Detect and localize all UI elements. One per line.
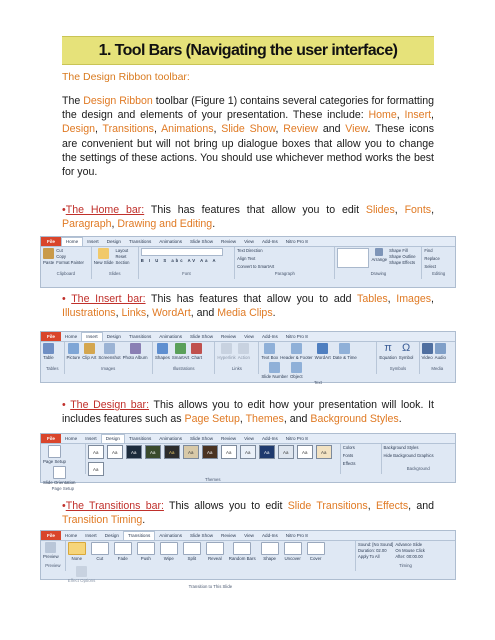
transition-cut[interactable]: Cut (91, 542, 109, 561)
term-view: View (345, 123, 368, 136)
select-button[interactable]: Select (424, 264, 437, 269)
audio-button[interactable]: Audio (435, 343, 446, 360)
theme-thumbnail[interactable]: Aa (183, 445, 199, 459)
symbol-button[interactable]: Ω Symbol (398, 342, 414, 360)
tab-design[interactable]: Design (104, 533, 119, 538)
arrange-button[interactable]: Arrange (371, 248, 387, 262)
tab-file[interactable]: File (41, 434, 61, 443)
background-group (382, 444, 455, 474)
drawing-group (335, 247, 422, 279)
home-ribbon-screenshot (40, 236, 456, 288)
tab-animations[interactable]: Animations (159, 239, 183, 244)
preview-group (41, 541, 66, 571)
ribbon-tabs (41, 332, 455, 342)
title-banner (62, 36, 434, 65)
theme-thumbnail[interactable]: Aa (145, 445, 161, 459)
effects-button[interactable]: Effects (342, 461, 356, 466)
feature: Paragraph (62, 218, 112, 231)
text-box-icon (264, 343, 275, 354)
effect-options-button[interactable]: Effect Options (68, 566, 96, 583)
feature: Themes (245, 413, 284, 426)
copy-button[interactable]: Copy (56, 254, 67, 259)
feature: Slides (365, 204, 395, 216)
action-icon (238, 343, 249, 354)
replace-button[interactable]: Replace (424, 256, 440, 261)
tab-addins[interactable]: Add-Ins (261, 239, 278, 244)
tab-slideshow[interactable]: Slide Show (190, 436, 214, 441)
feature: Fonts (404, 204, 432, 216)
page-setup-icon (48, 445, 61, 458)
slide-number-button[interactable]: Slide Number (261, 362, 288, 379)
group-label: Font (182, 271, 191, 276)
theme-thumbnail[interactable]: Aa (88, 445, 104, 459)
font-format-buttons[interactable]: B I U S abc AV Aa A (140, 258, 218, 263)
object-button[interactable]: Object (290, 362, 303, 379)
feature: Media Clips (217, 307, 273, 320)
group-label: Slides (108, 271, 121, 276)
orientation-icon (53, 466, 66, 479)
theme-options (341, 444, 382, 474)
screenshot-button[interactable]: Screenshot (98, 343, 120, 360)
tab-insert[interactable]: Insert (81, 332, 103, 341)
omega-icon: Ω (401, 342, 411, 354)
shapes-button[interactable]: Shapes (155, 343, 170, 360)
header-footer-icon (291, 343, 302, 354)
group-label: Background (406, 466, 430, 471)
illustrations-group (153, 342, 215, 374)
group-label: Text (313, 380, 322, 385)
feature: Background Styles (310, 413, 399, 426)
transition-uncover[interactable]: Uncover (284, 542, 302, 561)
transition-random-bars[interactable]: Random Bars (229, 542, 256, 561)
feature: Images (396, 293, 432, 305)
feature: Slide Transitions (287, 500, 368, 512)
theme-thumbnail[interactable]: Aa (297, 445, 313, 459)
group-label: Page Setup (51, 486, 75, 491)
effect-options-icon (76, 566, 87, 577)
insert-ribbon-screenshot (40, 331, 456, 383)
shape-effects-button[interactable]: Shape Effects (389, 260, 416, 265)
tab-review[interactable]: Review (221, 436, 237, 441)
slide-orientation-button[interactable]: Slide Orientation (43, 466, 75, 485)
theme-thumbnail[interactable]: Aa (107, 445, 123, 459)
calendar-icon (339, 343, 350, 354)
chart-icon (191, 343, 202, 354)
intro-text: The (62, 95, 84, 107)
slide-number-icon (269, 362, 280, 373)
clip-art-button[interactable]: Clip Art (82, 343, 96, 360)
speaker-icon (435, 343, 446, 354)
tab-design[interactable]: Design (106, 334, 121, 339)
tab-view[interactable]: View (244, 436, 254, 441)
cut-transition-icon (91, 542, 109, 555)
tab-design[interactable]: Design (106, 239, 121, 244)
slides-group (92, 247, 139, 279)
photo-album-icon (130, 343, 141, 354)
timing-group (356, 541, 455, 571)
group-label: Illustrations (172, 366, 195, 371)
video-button[interactable]: Video (422, 343, 433, 360)
hyperlink-button[interactable]: Hyperlink (217, 343, 235, 360)
transition-cover[interactable]: Cover (307, 542, 325, 561)
links-group (215, 342, 259, 374)
intro-paragraph: The Design Ribbon toolbar (Figure 1) contains several categories for formatting the design and elements of your presentation. These include: Home, Insert, Design, Transitions, Animations, Slide Show, Review and View. These icons are convenient but will not bring up dialogue boxes that allow you to change the settings of these actions. You should use whichever method works the best for you. (62, 95, 434, 179)
date-time-button[interactable]: Date & Time (333, 343, 357, 360)
format-painter-button[interactable]: Format Painter (56, 260, 84, 265)
cover-transition-icon (307, 542, 325, 555)
tab-view[interactable]: View (244, 239, 254, 244)
push-transition-icon (137, 542, 155, 555)
smartart-button[interactable]: Convert to SmartArt (237, 264, 275, 269)
wordart-button[interactable]: WordArt (315, 343, 331, 360)
text-direction-button[interactable]: Text Direction (237, 248, 263, 253)
bullet: • (62, 399, 66, 411)
shapes-icon (157, 343, 168, 354)
tab-slideshow[interactable]: Slide Show (190, 533, 214, 538)
after-timer-field[interactable]: After: 00:00.00 (395, 554, 423, 559)
transition-fade[interactable]: Fade (114, 542, 132, 561)
theme-thumbnail[interactable]: Aa (240, 445, 256, 459)
section-button[interactable]: Section (115, 260, 130, 265)
transition-gallery-group (66, 541, 356, 589)
page-setup-group (41, 444, 86, 491)
page-title: 1. Tool Bars (Navigating the user interface) (98, 41, 398, 59)
design-ribbon-screenshot (40, 433, 456, 491)
hyperlink-icon (221, 343, 232, 354)
picture-button[interactable]: Picture (67, 343, 81, 360)
design-section: • The Design bar: This allows you to edit how your presentation will look. It includes features such as Page Setup, Themes, and Background Styles. (62, 399, 434, 426)
tab-view[interactable]: View (244, 533, 254, 538)
intro-text: toolbar (Figure 1) contains several categories for formatting the design and elements of your presentation. These include: (62, 95, 434, 122)
advance-slide-label: Advance Slide (395, 542, 423, 547)
random-bars-transition-icon (233, 542, 251, 555)
apply-to-all-button[interactable]: Apply To All (357, 554, 380, 559)
sound-dropdown[interactable]: Sound: [No Sound] (357, 542, 394, 547)
insert-bar-link[interactable]: The Insert bar: (71, 293, 146, 305)
tab-home[interactable]: Home (61, 237, 83, 246)
transition-wipe[interactable]: Wipe (160, 542, 178, 561)
group-label: Paragraph (274, 271, 295, 276)
tab-slideshow[interactable]: Slide Show (190, 334, 214, 339)
paste-icon (43, 248, 54, 259)
group-label: Editing (432, 271, 446, 276)
chart-button[interactable]: Chart (191, 343, 202, 360)
tab-addins[interactable]: Add-Ins (261, 436, 278, 441)
arrange-icon (375, 248, 383, 256)
split-transition-icon (183, 542, 201, 555)
media-group (420, 342, 456, 374)
paragraph-group (235, 247, 335, 279)
transitions-section: •The Transitions bar: This allows you to edit Slide Transitions, Effects, and Transition Timing. (62, 500, 435, 527)
term-transitions: Transitions (102, 123, 154, 136)
tab-file[interactable]: File (41, 531, 61, 540)
term-home: Home (368, 109, 397, 122)
theme-thumbnail[interactable]: Aa (202, 445, 218, 459)
table-icon (43, 343, 54, 354)
tab-file[interactable]: File (41, 332, 61, 341)
bullet: • (62, 500, 66, 512)
transitions-ribbon-screenshot (40, 530, 456, 589)
new-slide-button[interactable]: New Slide (94, 248, 114, 265)
tab-home[interactable]: Home (64, 334, 78, 339)
tab-transitions[interactable]: Transitions (123, 531, 155, 540)
feature: Page Setup (184, 413, 240, 426)
feature: Tables (357, 293, 388, 305)
feature: Drawing and Editing (117, 218, 213, 231)
section-text: This allows you to edit how your presentation will look. It includes features such as (62, 399, 434, 426)
insert-section: • The Insert bar: This has features that allow you to add Tables, Images, Illustrations, Links, WordArt, and Media Clips. (62, 293, 434, 320)
header-footer-button[interactable]: Header & Footer (280, 343, 312, 360)
clip-art-icon (84, 343, 95, 354)
theme-thumbnail[interactable]: Aa (88, 462, 104, 476)
on-mouse-click-checkbox[interactable]: On Mouse Click (395, 548, 425, 553)
feature: Illustrations (62, 307, 116, 320)
wordart-icon (317, 343, 328, 354)
tab-transitions[interactable]: Transitions (129, 436, 152, 441)
tab-insert[interactable]: Insert (87, 239, 99, 244)
tab-home[interactable]: Home (64, 436, 78, 441)
term-animations: Animations (161, 123, 214, 136)
theme-thumbnail[interactable]: Aa (221, 445, 237, 459)
fade-transition-icon (114, 542, 132, 555)
font-group (139, 247, 235, 279)
action-button[interactable]: Action (238, 343, 250, 360)
tab-nitro[interactable]: Nitro Pro 8 (285, 334, 308, 339)
term-design-ribbon: Design Ribbon (83, 95, 153, 107)
intro-text: . These icons are convenient but will not bring up dialogue boxes that allow you to change the settings of these actions. You should use whichever method works the best for you. (62, 123, 434, 179)
duration-field[interactable]: Duration: 02.00 (357, 548, 387, 553)
background-styles-button[interactable]: Background Styles (383, 445, 419, 450)
feature: Effects (375, 500, 409, 512)
home-section: •The Home bar: This has features that allow you to edit Slides, Fonts, Paragraph, Drawing and Editing. (62, 204, 435, 231)
tab-slideshow[interactable]: Slide Show (190, 239, 214, 244)
symbols-group (377, 342, 419, 374)
term-insert: Insert (404, 109, 432, 122)
paste-button[interactable]: Paste (43, 248, 54, 265)
transition-shape[interactable]: Shape (261, 542, 279, 561)
hide-background-checkbox[interactable]: Hide Background Graphics (383, 453, 434, 458)
design-bar-link[interactable]: The Design bar: (70, 399, 150, 411)
transition-none[interactable]: None (68, 542, 86, 561)
feature: Transition Timing (62, 514, 143, 527)
tab-review[interactable]: Review (221, 239, 237, 244)
section-text: This has features that allow you to edit (144, 204, 366, 216)
tab-addins[interactable]: Add-Ins (261, 533, 278, 538)
transition-split[interactable]: Split (183, 542, 201, 561)
group-label: Media (431, 366, 444, 371)
smartart-icon (175, 343, 186, 354)
new-slide-icon (98, 248, 109, 259)
tables-group (41, 342, 65, 374)
tab-home[interactable]: Home (64, 533, 78, 538)
group-label: Tables (46, 366, 59, 371)
pi-icon: π (384, 342, 392, 354)
transitions-bar-link[interactable]: The Transitions bar: (65, 500, 164, 512)
tab-review[interactable]: Review (221, 334, 237, 339)
tab-nitro[interactable]: Nitro Pro 8 (285, 436, 308, 441)
reveal-transition-icon (206, 542, 224, 555)
shape-outline-button[interactable]: Shape Outline (389, 254, 416, 259)
tab-transitions[interactable]: Transitions (129, 239, 152, 244)
picture-icon (68, 343, 79, 354)
find-button[interactable]: Find (424, 248, 433, 253)
tab-nitro[interactable]: Nitro Pro 8 (285, 239, 308, 244)
tab-addins[interactable]: Add-Ins (261, 334, 278, 339)
transition-push[interactable]: Push (137, 542, 155, 561)
reset-button[interactable]: Reset (115, 254, 127, 259)
wipe-transition-icon (160, 542, 178, 555)
shape-transition-icon (261, 542, 279, 555)
bullet: • (62, 204, 66, 216)
ribbon-tabs (41, 434, 455, 444)
tab-transitions[interactable]: Transitions (129, 334, 152, 339)
fonts-button[interactable]: Fonts (342, 453, 354, 458)
theme-thumbnail[interactable]: Aa (316, 445, 332, 459)
theme-thumbnail[interactable]: Aa (126, 445, 142, 459)
group-label: Symbols (389, 366, 407, 371)
colors-button[interactable]: Colors (342, 445, 355, 450)
tab-animations[interactable]: Animations (159, 436, 183, 441)
page-setup-button[interactable]: Page Setup (43, 445, 66, 464)
preview-icon (45, 542, 56, 553)
term-review: Review (283, 123, 319, 136)
tab-nitro[interactable]: Nitro Pro 8 (285, 533, 308, 538)
images-group (65, 342, 153, 374)
section-text: This allows you to edit (163, 500, 288, 512)
uncover-transition-icon (284, 542, 302, 555)
group-label: Themes (204, 477, 221, 482)
text-group (259, 342, 377, 385)
ribbon-tabs (41, 237, 455, 247)
feature: WordArt (152, 307, 191, 320)
group-label: Preview (45, 563, 61, 568)
tab-design[interactable]: Design (101, 434, 125, 443)
themes-group (86, 444, 341, 482)
screenshot-icon (104, 343, 115, 354)
group-label: Images (101, 366, 116, 371)
align-text-button[interactable]: Align Text (237, 256, 256, 261)
smartart-button[interactable]: SmartArt (172, 343, 189, 360)
tab-animations[interactable]: Animations (159, 533, 183, 538)
term-design: Design (62, 123, 95, 136)
tab-insert[interactable]: Insert (85, 436, 97, 441)
equation-button[interactable]: π Equation (379, 342, 397, 360)
table-button[interactable]: Table (43, 343, 54, 360)
home-bar-link[interactable]: The Home bar: (65, 204, 145, 216)
feature: Links (121, 307, 147, 320)
tab-view[interactable]: View (244, 334, 254, 339)
group-label: Clipboard (56, 271, 76, 276)
subheading: The Design Ribbon toolbar: (62, 71, 190, 83)
preview-button[interactable]: Preview (43, 542, 59, 559)
photo-album-button[interactable]: Photo Album (123, 343, 148, 360)
clipboard-group (41, 247, 92, 279)
layout-button[interactable]: Layout (115, 248, 129, 253)
theme-thumbnail[interactable]: Aa (164, 445, 180, 459)
shape-fill-button[interactable]: Shape Fill (389, 248, 408, 253)
object-icon (291, 362, 302, 373)
group-label: Links (231, 366, 242, 371)
shapes-gallery[interactable] (337, 248, 369, 268)
bullet: • (62, 293, 66, 305)
section-text: This has features that allow you to add (145, 293, 358, 305)
tab-review[interactable]: Review (221, 533, 237, 538)
tab-insert[interactable]: Insert (85, 533, 97, 538)
group-label: Timing (399, 563, 412, 568)
font-name-dropdown[interactable] (141, 248, 223, 256)
editing-group (422, 247, 455, 279)
term-slideshow: Slide Show (221, 123, 276, 136)
group-label: Transition to This Slide (188, 584, 233, 589)
video-icon (422, 343, 433, 354)
cut-button[interactable]: Cut (56, 248, 63, 253)
ribbon-tabs (41, 531, 455, 541)
group-label: Drawing (370, 271, 387, 276)
transition-reveal[interactable]: Reveal (206, 542, 224, 561)
theme-thumbnail[interactable]: Aa (259, 445, 275, 459)
tab-animations[interactable]: Animations (159, 334, 183, 339)
text-box-button[interactable]: Text Box (261, 343, 278, 360)
tab-file[interactable]: File (41, 237, 61, 246)
none-transition-icon (68, 542, 86, 555)
theme-thumbnail[interactable]: Aa (278, 445, 294, 459)
